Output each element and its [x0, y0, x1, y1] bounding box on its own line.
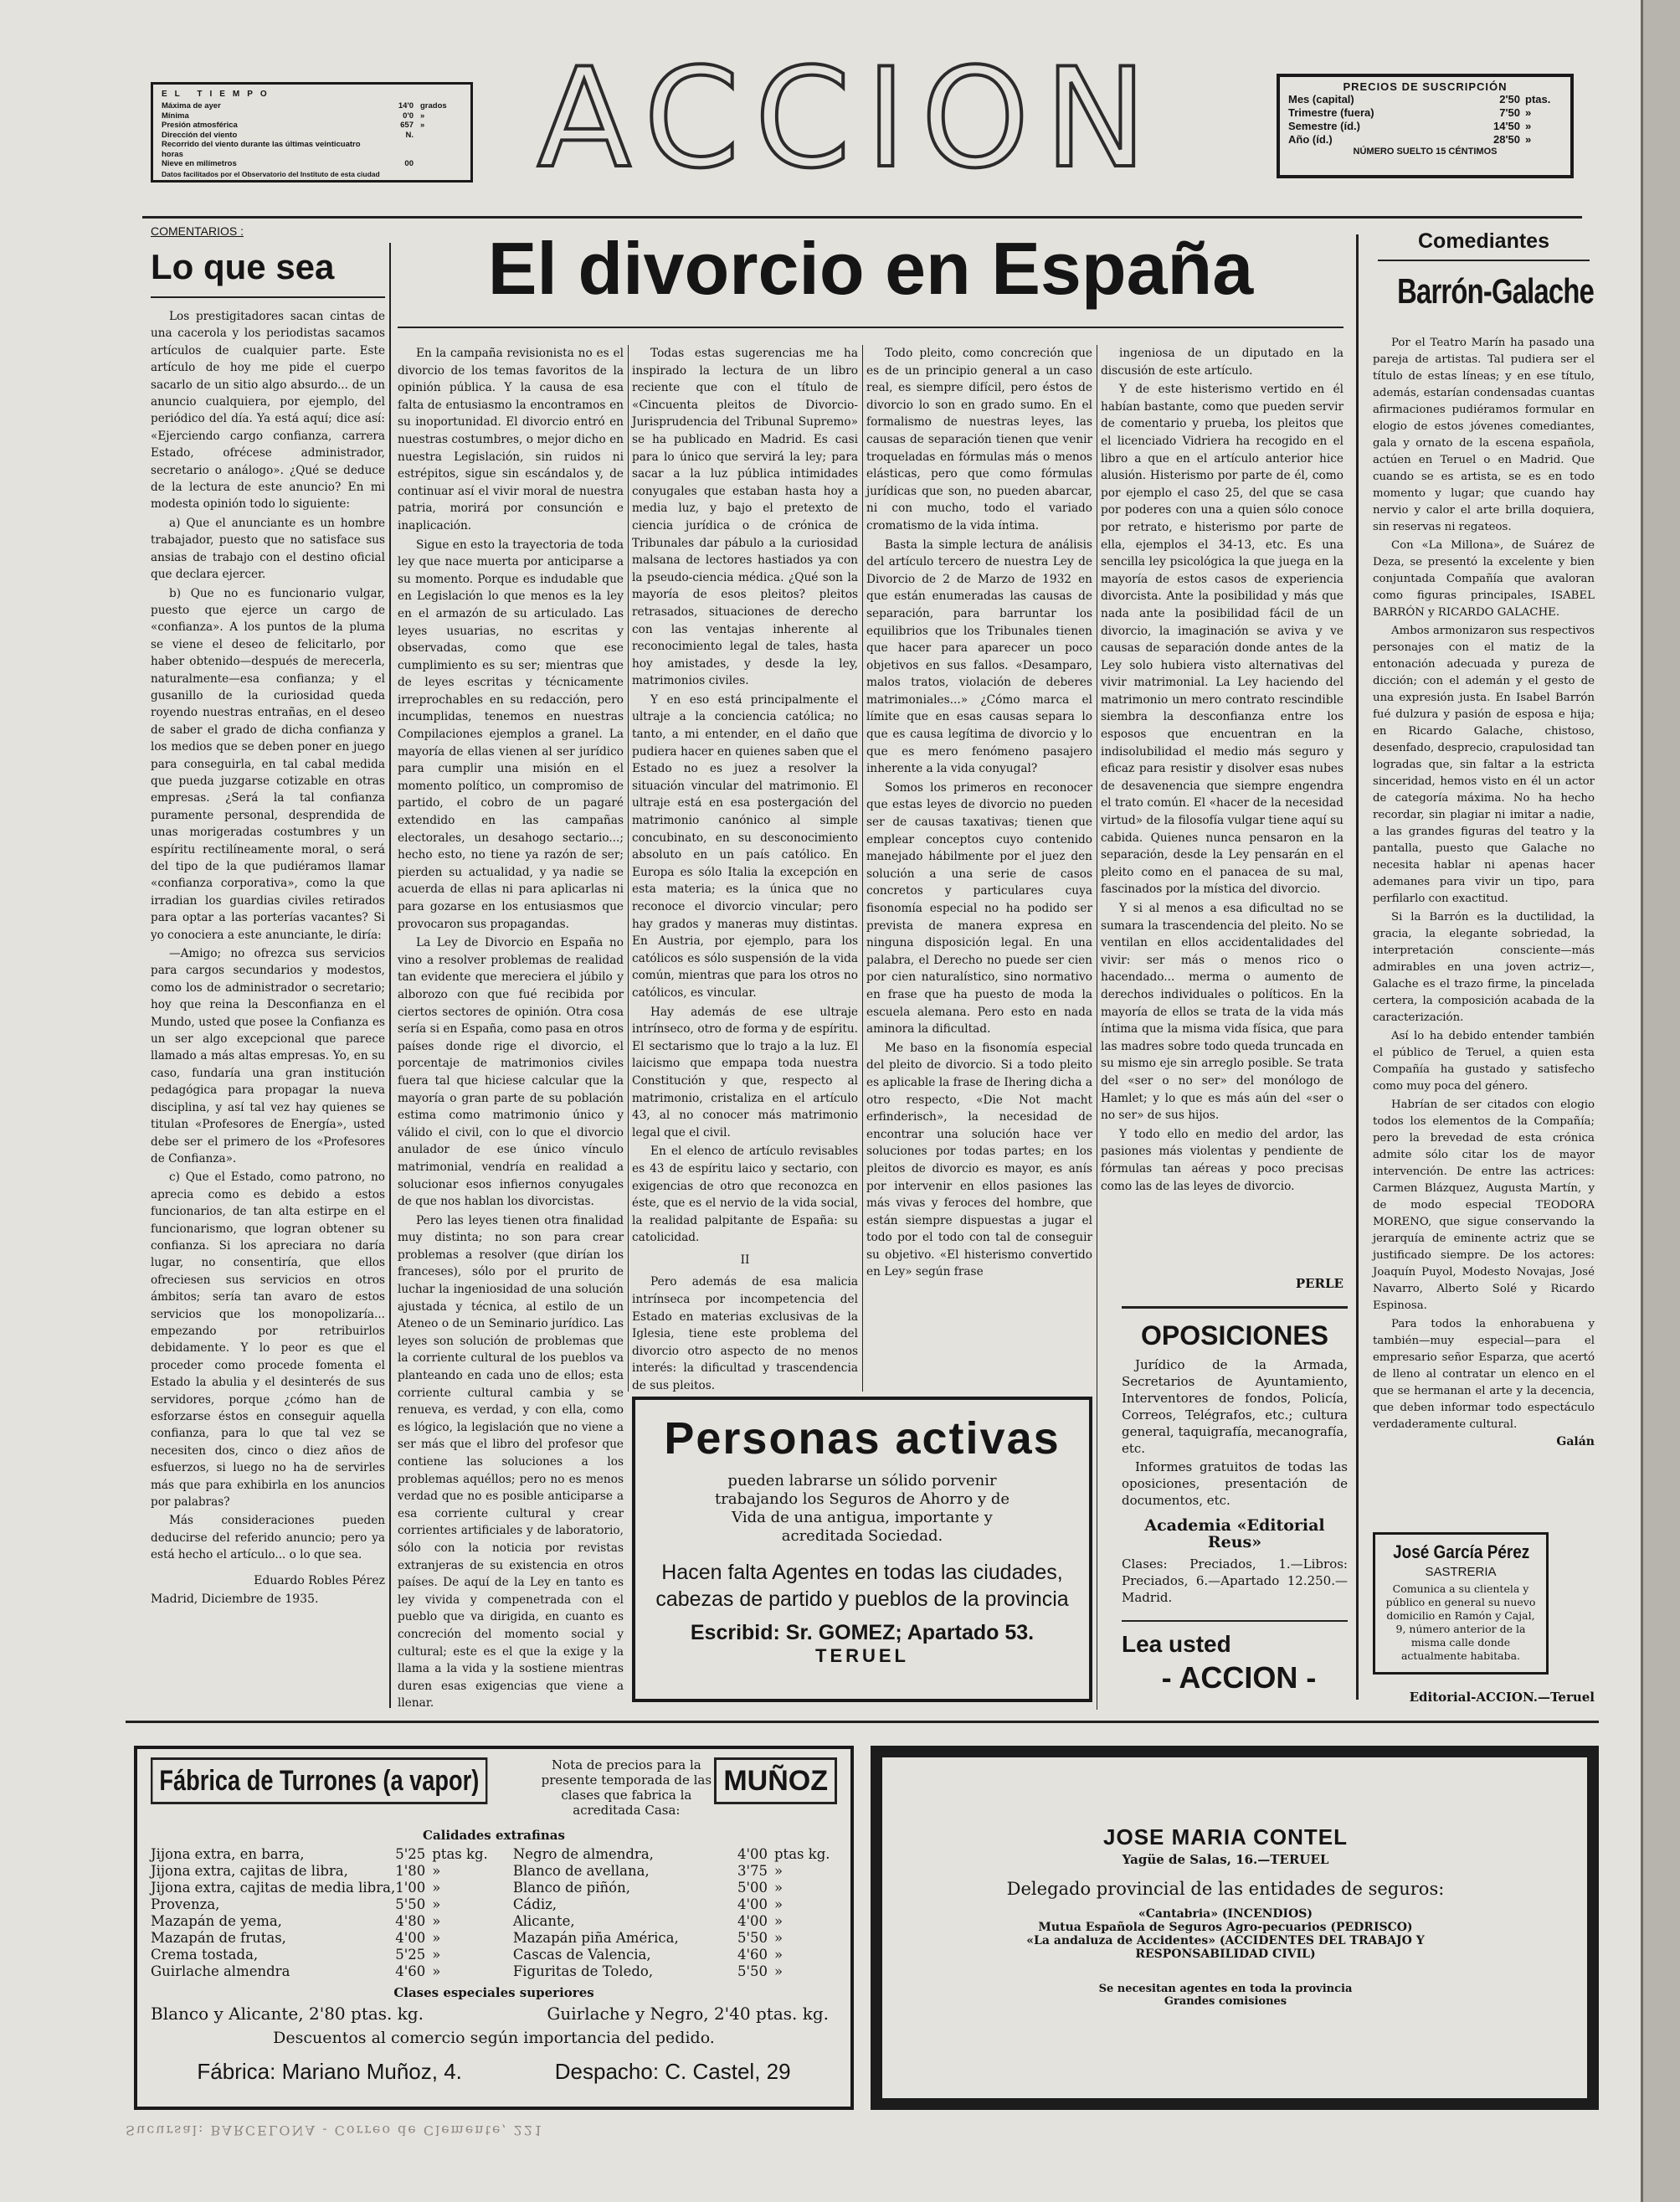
- ad-personas-line2: Hacen falta Agentes en todas las ciudades, cabezas de partido y pueblos de la provincia: [655, 1561, 1069, 1611]
- product-name: Blanco de avellana,: [512, 1863, 650, 1879]
- subscription-label: Semestre (íd.): [1288, 120, 1360, 132]
- paragraph: Somos los primeros en reconocer que estas leyes de divorcio no pueden ser de causas taxativas; tienen que emplear conceptos cuyo contenido manejado hábilmente por el juez den solución a una serie de casos concretos y particulares cuya fisonomía especial no ha podido ser prevista de manera expresa en ninguna disposición legal. En una palabra, el Derecho no puede ser cien por cien naturalístico, sino normativo en frase que ha puesto de moda la escuela alemana. Pero esto en nada aminora la dificultad.: [866, 780, 1092, 1037]
- ad-lea-name: - ACCION -: [1161, 1660, 1317, 1695]
- product-price: 4'00: [737, 1913, 768, 1929]
- ad-lea-prefix: Lea usted: [1122, 1631, 1231, 1657]
- price-row: [513, 1880, 837, 1896]
- ad-lea-name-text: ACCION: [1179, 1660, 1298, 1695]
- subscription-value: 2'50: [1499, 93, 1520, 105]
- column-rule: [862, 345, 863, 1392]
- product-price: 5'50: [737, 1930, 768, 1946]
- paragraph: Habrían de ser citados con elogio todos los elementos de la Compañía; pero la brevedad de esta crónica admite sólo citar los de mayor intervención. De entre las actrices: Carmen Blázquez, Augusta Martín, y de modo especial TEODORA MORENO, que sigue conservando la jerarquía de eminente actriz que se justificado siempre. De los actores: Joaquín Puyol, Modesto Novajas, José Navarro, Alberto Solé y Ricardo Espinosa.: [1373, 1098, 1595, 1312]
- ad-garcia-body: Comunica a su clientela y público en general su nuevo domicilio en Ramón y Cajal, 9, número anterior de la misma calle donde actualmente habitaba.: [1385, 1582, 1536, 1662]
- price-row: [513, 1896, 837, 1913]
- ad-contel-line1: «Cantabria» (INCENDIOS): [1138, 1907, 1313, 1921]
- ad-personas-line1: pueden labrarse un sólido porvenir trabajando los Seguros de Ahorro y de Vida de una antigua, importante y acreditada Sociedad.: [714, 1472, 1010, 1545]
- paragraph: c) Que el Estado, como patrono, no aprecia como es debido a estos funcionarios, de tan alta estirpe en el funcionarismo, que logran obtener su confianza. Si los apreciara no daría lugar, no consentiría, que ellos ofreciesen sus servicios en otros ámbitos; sería tan avaro de estos servicios que los monopolizaría... empezando por retribuirlos debidamente. Y lo peor es que el proceder como procede fomenta el Estado la abulia y el desinterés de sus servidores, porque ¿cómo han de esforzarse éstos en conseguir aquella confianza, para lo que tal vez se necesiten dos, cinco o diez años de esfuerzos, si luego no ha de servirles más que para exhibirla en los anuncios por palabras?: [151, 1170, 385, 1510]
- weather-unit: [414, 140, 462, 159]
- ad-turrones-title: Fábrica de Turrones (a vapor): [151, 1757, 488, 1804]
- weather-unit: [414, 131, 462, 141]
- product-unit: »: [432, 1880, 441, 1896]
- product-name: Mazapán de yema,: [151, 1913, 282, 1929]
- product-unit: »: [774, 1880, 783, 1896]
- weather-row: [162, 121, 462, 131]
- ad-oposiciones-info: Informes gratuitos de todas las oposiciones, presentación de documentos, etc.: [1122, 1459, 1348, 1508]
- section-rule: [1122, 1620, 1348, 1622]
- subscription-table: [1288, 93, 1562, 147]
- product-price: 5'50: [737, 1963, 768, 1979]
- ad-personas-contact: Escribid: Sr. GOMEZ; Apartado 53.: [690, 1621, 1035, 1644]
- weather-label: Dirección del viento: [162, 130, 238, 140]
- subscription-title: PRECIOS DE SUSCRIPCIÓN: [1343, 80, 1508, 93]
- column-rule: [389, 243, 391, 1708]
- price-row: [151, 1863, 488, 1880]
- header-rule: [142, 216, 1582, 219]
- subscription-row: [1288, 106, 1562, 120]
- section-rule: [1122, 1306, 1348, 1309]
- ad-turrones-list-left: [151, 1846, 488, 1980]
- subscription-box: [1277, 74, 1574, 178]
- right-article-kicker: Comediantes: [1418, 229, 1549, 253]
- subscription-unit: »: [1525, 133, 1532, 146]
- weather-table: [162, 101, 462, 169]
- main-article-signature: PERLE: [1295, 1276, 1343, 1291]
- weather-row: [162, 140, 462, 159]
- weather-label: Recorrido del viento durante las últimas veinticuatro horas: [162, 140, 361, 159]
- product-unit: »: [432, 1896, 441, 1912]
- weather-value: 0'0: [403, 111, 414, 121]
- product-name: Provenza,: [151, 1896, 220, 1912]
- paragraph: Ambos armonizaron sus respectivos personajes con el matiz de la entonación adecuada y pureza de dicción; con el ademán y el gesto de una expresión justa. En Isabel Barrón fué dulzura y pasión de esposa e hija; en Ricardo Galache, chistoso, desenfado, desprecio, crapulosidad tan logradas que, sin faltar a la estricta sinceridad, hemos visto en él un actor de categoría máxima. No ha hecho recordar, sin plagiar ni imitar a nadie, a las grandes figuras del teatro y la pantalla, puesto que Galache no necesita hablar ni apenas hacer ademanes para vivir un tipo, para perfilarlo con exactitud.: [1373, 625, 1595, 905]
- ad-turrones-note: Nota de precios para la presente temporada de las clases que fabrica la acreditada Casa:: [541, 1757, 712, 1818]
- product-price: 3'75: [737, 1863, 768, 1879]
- subscription-row: [1288, 93, 1562, 106]
- price-row: [513, 1963, 837, 1980]
- left-article-body: [151, 308, 385, 1564]
- main-headline: El divorcio en España: [487, 227, 1254, 310]
- ad-garcia-trade: SASTRERIA: [1425, 1565, 1497, 1579]
- editorial-footer: Editorial-ACCION.—Teruel: [1409, 1690, 1595, 1705]
- ad-turrones-special-left: Blanco y Alicante, 2'80 ptas. kg.: [151, 2004, 424, 2024]
- weather-unit: »: [420, 121, 425, 130]
- product-name: Cádiz,: [512, 1896, 557, 1912]
- weather-row: [162, 111, 462, 121]
- product-price: 4'60: [395, 1963, 426, 1979]
- product-name: Cascas de Valencia,: [512, 1947, 651, 1963]
- weather-row: [162, 101, 462, 111]
- product-name: Guirlache almendra: [151, 1963, 290, 1979]
- bottom-section-rule: [126, 1721, 1599, 1723]
- product-unit: »: [774, 1930, 783, 1946]
- weather-box: [151, 82, 473, 183]
- paragraph: Todas estas sugerencias me ha inspirado la lectura de un libro reciente que con el título de «Cincuenta pleitos de Divorcio-Jurisprudencia del Tribunal Supremo» se ha publicado en Madrid. Es casi para lo único que servirá la ley; para sacar a la luz pública intimidades conyugales que estaban hasta hoy a media luz, y bajo el pretexto de ciencia jurídica o de crónica de Tribunales dar pábulo a la curiosidad malsana de lectores hastiados ya con la pseudo-ciencia médica. ¿Qué son la mayoría de esos pleitos? pleitos retrasados, situaciones de derecho con las ventajas inherente al reconocimiento legal de tales, hasta hoy amistades, y desde la ley, matrimonios civiles.: [632, 347, 858, 688]
- paragraph: Así lo ha debido entender también el público de Teruel, a quien esta Compañía ha gustado y satisfecho como muy poca del género.: [1373, 1030, 1595, 1093]
- price-row: [151, 1880, 488, 1896]
- weather-label: Mínima: [162, 111, 189, 121]
- ad-personas-title: Personas activas: [664, 1413, 1061, 1464]
- subscription-row: [1288, 133, 1562, 147]
- price-row: [151, 1846, 488, 1863]
- product-name: Mazapán de frutas,: [151, 1930, 286, 1946]
- ad-oposiciones-address: Clases: Preciados, 1.—Libros: Preciados, 6.—Apartado 12.250.—Madrid.: [1122, 1556, 1348, 1605]
- product-unit: »: [432, 1963, 441, 1979]
- masthead: [519, 39, 1180, 198]
- weather-unit: grados: [420, 101, 447, 111]
- product-unit: ptas kg.: [774, 1846, 830, 1862]
- subscription-label: Trimestre (fuera): [1288, 106, 1374, 119]
- ad-contel-role: Delegado provincial de las entidades de seguros:: [1006, 1879, 1445, 1899]
- left-article-title: Lo que sea: [151, 247, 335, 286]
- paragraph: b) Que no es funcionario vulgar, puesto que ejerce un cargo de «confianza». A los puntos de la pluma se viene el deseo de felicitarlo, por haber obtenido—después de merecerla, naturalmente—esa confianza; y el gusanillo de la curiosidad queda royendo nuestras entrañas, en el deseo de saber el grado de dicha confianza y los medios que se deben poner en juego para conseguirla, en tal cabal medida que pueda juzgarse cotizable en otras empresas. ¿Será la tal confianza puramente personal, desprendida de unas morigeradas costumbres y un espíritu rectilíneamente moral, o será del tipo de la que pudiéramos llamar «confianza corporativa», como la que irradian los guardias civiles retirados para optar a las porterías vacantes? Si yo conociera a este anunciante, le diría:: [151, 586, 385, 942]
- paragraph: Con «La Millona», de Suárez de Deza, se presentó la excelente y bien conjuntada Compañía que avaloran como figuras principales, ISABEL BARRÓN y RICARDO GALACHE.: [1373, 539, 1595, 619]
- ad-turrones-brand: MUÑOZ: [714, 1757, 837, 1804]
- product-unit: »: [774, 1863, 783, 1879]
- price-row: [151, 1930, 488, 1947]
- right-article: [1373, 224, 1595, 1522]
- paragraph: En el elenco de artículo revisables es 43 de espíritu laico y sectario, con exigencias de otro que reconozca en éste, que es el nervio de la vida social, la realidad palpitante de España: su catolicidad.: [632, 1145, 858, 1245]
- column-rule: [1356, 234, 1359, 1700]
- product-unit: »: [774, 1963, 783, 1979]
- product-price: 5'25: [395, 1846, 426, 1862]
- ad-oposiciones: [1122, 1315, 1348, 1641]
- ad-oposiciones-body: Jurídico de la Armada, Secretarios de Ayuntamiento, Interventores de fondos, Policía, Correos, Telégrafos, etc.; cultura general, taquigrafía, mecanografía, etc.: [1122, 1357, 1348, 1456]
- weather-label: Presión atmosférica: [162, 121, 238, 130]
- weather-value: 00: [404, 159, 414, 168]
- product-price: 4'60: [737, 1947, 768, 1963]
- paragraph: En la campaña revisionista no es el divorcio de los temas favoritos de la opinión pública. Y la causa de esa falta de entusiasmo la encontramos en su inoportunidad. El divorcio entró en nuestras costumbres, o mejor dicho en nuestra Legislación, sin ruidos ni estrépitos, sigue sin escándalos y, de continuar así el vivir moral de nuestra patria, morirá por consunción e inaplicación.: [398, 347, 624, 532]
- paragraph: —Amigo; no ofrezca sus servicios para cargos secundarios y modestos, como los de administrador o secretario; hoy que reina la Desconfianza en el Mundo, usted que posee la Confianza es un ser algo excepcional que parece llamado a más altas empresas. Yo, en su caso, fundaría una gran institución pedagógica para propagar la nueva disciplina, y así tal vez hay quienes se titulan «Profesores de Energía», usted debe ser el primero de los «Profesores de Confianza».: [151, 947, 385, 1165]
- price-row: [151, 1947, 488, 1963]
- ad-contel-footer1: Se necesitan agentes en toda la provincia: [1098, 1983, 1353, 1995]
- paragraph: Por el Teatro Marín ha pasado una pareja de artistas. Tal pudiera ser el título de estas líneas; y en ese título, además, estarían condensadas cuantas afirmaciones pudiéramos formular en elogio de estos jóvenes comediantes, gala y ornato de la escena española, actúen en Teruel o en Madrid. Que cuando se es artista, se es en todo momento y lugar; que cuando hay nervio y calor el arte brilla doquiera, sin reservas ni regateos.: [1373, 337, 1595, 533]
- product-price: 1'80: [395, 1863, 426, 1879]
- weather-value: 14'0: [398, 101, 414, 111]
- ad-turrones: [134, 1746, 854, 2110]
- price-row: [151, 1963, 488, 1980]
- product-unit: »: [432, 1930, 441, 1946]
- paragraph: Y en eso está principalmente el ultraje a la conciencia católica; no tanto, a mi entender, en el daño que pudiera hacer en quienes saben que el Estado no es juez a resolver la situación vincular del matrimonio. El ultraje está en esa postergación del matrimonio canónico al simple concubinato, en su desconocimiento absoluto en un país católico. En Europa es sólo Italia la excepción en esta materia; es la única que no reconoce el divorcio vincular; pero hay grados y maneras muy distintas. En Austria, por ejemplo, para los católicos es sólo suspensión de la vida común, mientras que para los otros no católicos, es vincular.: [632, 692, 858, 1000]
- paragraph: Hay además de ese ultraje intrínseco, otro de forma y de espíritu. El sectarismo que lo trajo a la luz. El laicismo que empapa toda nuestra Constitución y que, respecto al matrimonio, cristaliza en el artículo 43, al no conocer más matrimonio legal que el civil.: [632, 1005, 858, 1140]
- product-unit: »: [774, 1896, 783, 1912]
- product-price: 4'00: [395, 1930, 426, 1946]
- weather-row: [162, 159, 462, 169]
- ad-turrones-factory: Fábrica: Mariano Muñoz, 4.: [197, 2059, 462, 2084]
- ad-contel-frame: [871, 1746, 1599, 2110]
- product-price: 1'00: [395, 1880, 426, 1896]
- paragraph: Y de este histerismo vertido en él habían bastante, como que pueden servir de comentario y prueba, los pleitos que el licenciado Vidriera ha recogido en el libro a que en el artículo anterior hice alusión. Histerismo por parte de él, como por ejemplo el caso 25, del que se casa por poderes con una a quien sólo conoce por retrato, e histerismo por parte de ella, ejemplos el 34-13, etc. Es una sencilla ley psicológica la que juega en la mayoría de estos casos de experiencia divorcista. Ante la posibilidad y más que nada ante la posibilidad fácil de un divorcio, la imaginación se aviva y ve causas de separación donde antes de la Ley solo hubiera visto alternativas del vivir matrimonial. La Ley haciendo del matrimonio un mero contrato rescindible siembra la desconfianza entre los esposos que encuentran en la indisolubilidad el medio más seguro y eficaz para resistir y disolver esas nubes de desavenencia que siempre engendra el trato común. El «hacer de la necesidad virtud» de la filosofía vulgar tiene aquí su cabida. Quienes nunca pensaron en la separación, desde la Ley pensarán en el pleito como en el panacea de su mal, fascinados por la mística del divorcio.: [1101, 383, 1343, 897]
- paragraph: a) Que el anunciante es un hombre trabajador, puesto que no satisface sus ansias de trabajo con el destino oficial que declara ejercer.: [151, 516, 385, 582]
- price-row: [513, 1846, 837, 1863]
- ad-personas-activas: [632, 1397, 1092, 1702]
- product-price: 5'25: [395, 1947, 426, 1963]
- price-row: [151, 1896, 488, 1913]
- ad-lea-usted: [1122, 1631, 1356, 1706]
- paragraph: Los prestigitadores sacan cintas de una cacerola y los periodistas sacamos artículos de cualquier parte. Este artículo de hoy me pide el cuerpo sacarlo de un sitio algo absurdo... de un anuncio cualquiera, por ejemplo, del periódico del día. Ya está aquí; dice así: «Ejerciendo cargo confianza, carrera Estado, ofrécese administrador, secretario o análogo». ¿Qué se deduce de la lectura de este anuncio? En mi modesta opinión todo lo siguiente:: [151, 310, 385, 512]
- product-price: 5'50: [395, 1896, 426, 1912]
- weather-unit: [414, 159, 462, 169]
- paragraph: II: [740, 1253, 750, 1267]
- subscription-footer: NÚMERO SUELTO 15 CÉNTIMOS: [1353, 147, 1498, 157]
- adjacent-page-edge: [1641, 0, 1680, 2202]
- ad-contel-address: Yagüe de Salas, 16.—TERUEL: [1122, 1852, 1329, 1867]
- subscription-unit: ptas.: [1525, 93, 1551, 105]
- paragraph: Si la Barrón es la ductilidad, la gracia, la elegante sobriedad, la interpretación consciente—más admirables en una joven actriz—, Galache es el trazo firme, la pincelada certera, la composición acabada de la caracterización.: [1373, 911, 1595, 1024]
- left-article-dateline: Madrid, Diciembre de 1935.: [151, 1592, 319, 1606]
- paragraph: Y todo ello en medio del ardor, las pasiones más violentas y pendiente de fórmulas tan aéreas y poco precisas como las de las leyes de divorcio.: [1101, 1127, 1343, 1193]
- paragraph: Y si al menos a esa dificultad no se sumara la trascendencia del pleito. No se ventilan en ellos accidentalidades del vivir: ser más o menos rico o hacendado... merma o aumento de derechos individuales o políticos. En la mayoría de ellos se trata de la vida más íntima que la misma vida física, que para las madres sobre todo queda truncada en su mismo eje sin arreglo posible. Se trata del «ser o no ser» del monólogo de Hamlet; y lo que es más aún del «ser o no ser» de sus hijos.: [1101, 902, 1343, 1123]
- left-article-author: Eduardo Robles Pérez: [254, 1573, 385, 1587]
- paragraph: ingeniosa de un diputado en la discusión de este artículo.: [1101, 347, 1343, 378]
- weather-label: Máxima de ayer: [162, 101, 221, 111]
- headline-rule: [398, 327, 1343, 328]
- product-price: 4'00: [737, 1896, 768, 1912]
- subscription-value: 7'50: [1499, 106, 1520, 119]
- bottom-bleed-text: Sucursal: BARCELONA - Correo de Clemente, 221: [126, 2122, 545, 2138]
- subscription-value: 14'50: [1492, 120, 1520, 132]
- paragraph: Pero las leyes tienen otra finalidad muy distinta; no son para crear problemas a resolver (que dirían los franceses), sólo por el prurito de luchar la ingeniosidad de una solución ajustada y técnica, al estilo de un Ateneo o de un Seminario jurídico. Las leyes son solución de problemas que la corriente cultural de los pueblos va planteando en cada uno de ellos; esta corriente cultural cambia y se renueva, es verdad, y con ella, como es lógico, la legislación que no viene a ser más que el libro del profesor que contiene las soluciones a los problemas aquéllos; pero no es menos verdad que no es posible anticiparse a esa corriente cultural y crear corrientes artificiales y de laboratorio, sólo con la noticia por revistas extranjeras de su existencia en otros países. De aquí de la Ley en tanto es ley vivida y compenetrada con el pueblo que va dirigida, en cuanto es concreción del momento social y cultural; este es el que la exige y la llama a la vida y la sostiene mientras duren esas exigencias que viene a llenar.: [398, 1213, 624, 1711]
- ad-turrones-section1: Calidades extrafinas: [423, 1828, 565, 1843]
- price-row: [513, 1913, 837, 1930]
- weather-value: N.: [405, 130, 414, 140]
- paragraph: Basta la simple lectura de análisis del artículo tercero de nuestra Ley de Divorcio de 2 de Marzo de 1932 en que están enumeradas las causas de separación, para barruntar los equilibrios que los Tribunales tienen que hacer para aparecer un poco objetivos en sus fallos. «Desamparo, malos tratos, violación de deberes matrimoniales...» ¿Cómo marca el límite que en esas causas separa lo que es causa legítima de divorcio y lo que es mero fenómeno pasajero inherente a la vida conyugal?: [866, 538, 1092, 776]
- right-article-signature: Galán: [1556, 1435, 1595, 1448]
- ad-contel-name: JOSE MARIA CONTEL: [1103, 1824, 1348, 1850]
- paragraph: Me baso en la fisonomía especial del pleito de divorcio. Si a todo pleito es aplicable la frase de Ihering dicha a otro respecto, «Die Not macht erfinderisch», la necesidad de encontrar una solución hace ver soluciones por todas partes; en los pleitos de divorcio es mayor, es anís por intervenir en ellos pasiones las más vivas y feroces del hombre, que están siempre dispuestas a jugar el todo por el todo con tal de conseguir su objetivo. «El histerismo convertido en Ley» según frase: [866, 1041, 1092, 1279]
- ad-garcia: [1373, 1532, 1549, 1675]
- ad-turrones-shop: Despacho: C. Castel, 29: [554, 2059, 791, 2084]
- weather-value: [380, 140, 414, 159]
- price-row: [513, 1947, 837, 1963]
- product-name: Jijona extra, cajitas de media libra,: [151, 1880, 396, 1896]
- ad-turrones-discount: Descuentos al comercio según importancia del pedido.: [273, 2029, 715, 2047]
- left-article: [151, 224, 385, 1711]
- paragraph: Pero además de esa malicia intrínseca por incompetencia del Estado en materias exclusivas de la Iglesia, tiene este problema del divorcio otro aspecto de no menos interés: la dificultad y trascendencia de sus pleitos.: [632, 1275, 858, 1393]
- weather-title: EL TIEMPO: [162, 90, 275, 99]
- masthead-title: ACCION: [537, 39, 1163, 198]
- ad-personas-city: TERUEL: [815, 1645, 909, 1666]
- ad-garcia-name: José García Pérez: [1393, 1541, 1530, 1562]
- ad-contel: [932, 1824, 1518, 2076]
- subscription-label: Año (íd.): [1288, 133, 1333, 146]
- main-article-col1: [398, 345, 624, 1710]
- main-article-col3: [866, 345, 1092, 1392]
- ad-oposiciones-title: OPOSICIONES: [1140, 1320, 1329, 1351]
- subscription-row: [1288, 120, 1562, 133]
- right-article-title: Barrón-Galache: [1397, 271, 1595, 311]
- ad-turrones-list-right: [513, 1846, 837, 1980]
- weather-label: Nieve en milímetros: [162, 159, 237, 168]
- product-price: 4'00: [737, 1846, 768, 1862]
- product-unit: »: [432, 1913, 441, 1929]
- ad-turrones-section2: Clases especiales superiores: [393, 1985, 594, 2000]
- product-name: Blanco de piñón,: [512, 1880, 630, 1896]
- subscription-label: Mes (capital): [1288, 93, 1354, 105]
- product-name: Jijona extra, en barra,: [151, 1846, 305, 1862]
- price-row: [513, 1863, 837, 1880]
- ad-contel-footer2: Grandes comisiones: [1164, 1995, 1287, 2008]
- weather-footer: Datos facilitados por el Observatorio del Instituto de esta ciudad: [162, 169, 380, 178]
- price-row: [513, 1930, 837, 1947]
- product-name: Negro de almendra,: [512, 1846, 654, 1862]
- product-unit: »: [774, 1913, 783, 1929]
- product-name: Crema tostada,: [151, 1947, 259, 1963]
- product-name: Jijona extra, cajitas de libra,: [151, 1863, 348, 1879]
- paragraph: Para todos la enhorabuena y también—muy especial—para el empresario señor Esparza, que acertó de lleno al contratar un elenco en el que se hermanan el arte y la decencia, que deben informar todo espectáculo verdaderamente cultural.: [1373, 1318, 1595, 1431]
- column-rule: [628, 345, 629, 1392]
- ad-contel-line2: Mutua Española de Seguros Agro-pecuarios (PEDRISCO): [1038, 1921, 1413, 1934]
- paragraph: La Ley de Divorcio en España no vino a resolver problemas de realidad tan evidente que mereciera el júbilo y alborozo con que fué recibida por ciertos sectores de opinión. Otra cosa sería si en España, como pasa en otros países donde rige el divorcio, el porcentaje de matrimonios civiles fuera tal que hiciese calcular que la mayoría o gran parte de su población estima como matrimonio único y válido el civil, con lo que el divorcio anulador de ese único vínculo matrimonial, vendría en realidad a solucionar esos infiernos conyugales de que nos hablan los divorcistas.: [398, 936, 624, 1209]
- weather-row: [162, 131, 462, 141]
- subscription-unit: »: [1525, 120, 1532, 132]
- product-unit: »: [774, 1947, 783, 1963]
- ad-turrones-special-right: Guirlache y Negro, 2'40 ptas. kg.: [547, 2004, 829, 2024]
- paragraph: Sigue en esto la trayectoria de toda ley que nace muerta por anticiparse a su momento. Porque es indudable que en Legislación lo que menos es la ley en el armazón de su articulado. Las leyes usuarias, no escritas y observadas, como que ese cumplimiento es su ser; mientras que de leyes escritas y técnicamente irreprochables en su redacción, pero incumplidas, tenemos en nuestras Compilaciones ejemplos a granel. La mayoría de ellas vienen al ser jurídico para cumplir una misión en el momento político, un compromiso de partido, el cobro de un pagaré extendido en las campañas electorales, un desahogo sectario...; hecho esto, no tiene ya razón de ser; pierden su actualidad, y ya nadie se acuerda de ellas ni para aplicarlas ni para gozarse en los entusiasmos que provocaron sus propagandas.: [398, 538, 624, 931]
- subscription-value: 28'50: [1492, 133, 1520, 146]
- price-row: [151, 1913, 488, 1930]
- product-unit: »: [432, 1947, 441, 1963]
- weather-unit: »: [420, 111, 425, 121]
- ad-oposiciones-academy: Academia «Editorial Reus»: [1144, 1516, 1325, 1551]
- main-article-col2: [632, 345, 858, 1392]
- main-article-col4: [1101, 345, 1343, 1291]
- product-price: 4'80: [395, 1913, 426, 1929]
- subscription-unit: »: [1525, 106, 1532, 119]
- section-label: COMENTARIOS :: [151, 224, 244, 238]
- product-price: 5'00: [737, 1880, 768, 1896]
- product-unit: ptas kg.: [432, 1846, 488, 1862]
- paragraph: Todo pleito, como concreción que es de un principio general a un caso real, es siempre difícil, pero éstos de divorcio lo son en grado sumo. En el formalismo de nuestras leyes, las causas de separación tienen que venir troqueladas en fórmulas más o menos elásticas, pero que como fórmulas jurídicas que son, no pueden abarcar, ni con mucho, todo el variado cromatismo de la vida íntima.: [866, 347, 1092, 532]
- product-unit: »: [432, 1863, 441, 1879]
- product-name: Alicante,: [512, 1913, 575, 1929]
- product-name: Mazapán piña América,: [512, 1930, 679, 1946]
- weather-value: 657: [400, 121, 414, 130]
- paragraph: Más consideraciones pueden deducirse del referido anuncio; pero ya está hecho el artículo... o lo que sea.: [151, 1514, 385, 1562]
- ad-contel-line3: «La andaluza de Accidentes» (ACCIDENTES DEL TRABAJO Y RESPONSABILIDAD CIVIL): [1026, 1934, 1425, 1961]
- product-name: Figuritas de Toledo,: [512, 1963, 654, 1979]
- right-article-body: [1373, 335, 1595, 1433]
